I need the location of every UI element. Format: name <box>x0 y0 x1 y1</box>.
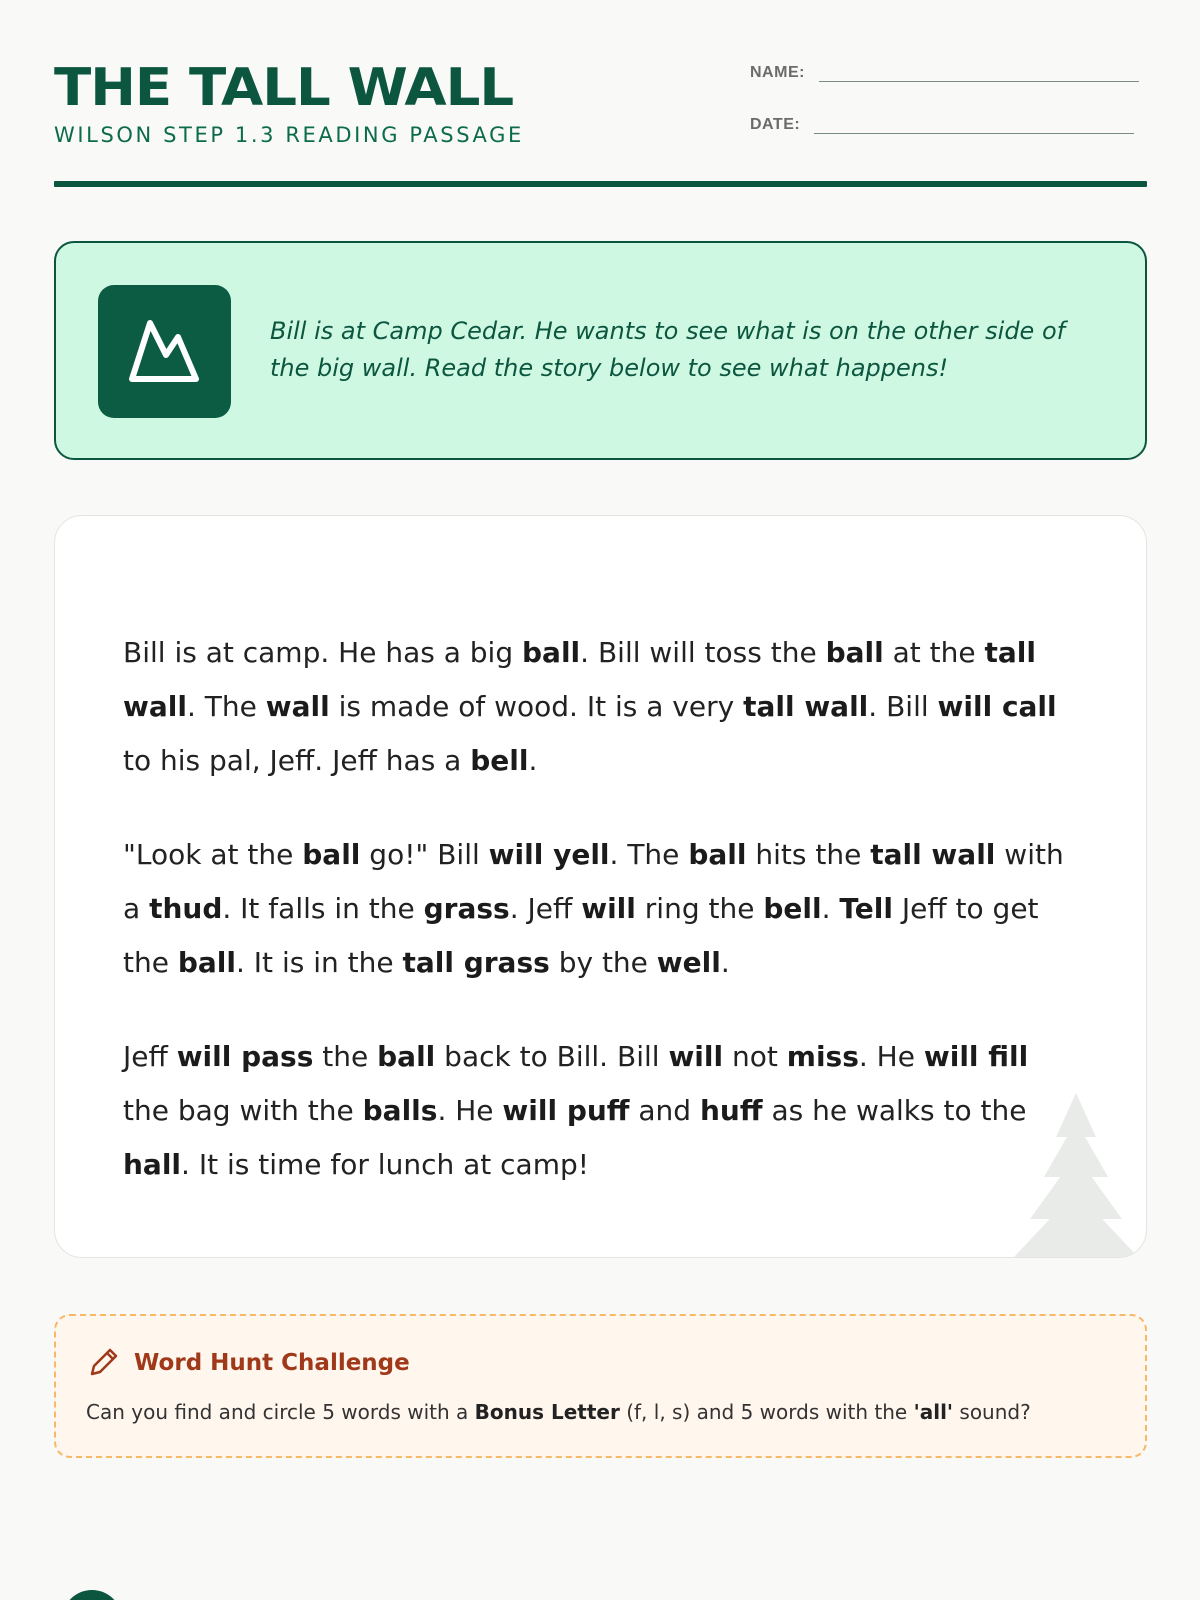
target-word: tall wall <box>123 636 1037 723</box>
passage-text: go!" Bill <box>360 838 489 871</box>
passage-text: Jeff to get the <box>123 892 1039 979</box>
passage-text: to his pal, Jeff. Jeff has a <box>123 744 471 777</box>
passage-paragraph <box>123 1030 1083 1192</box>
target-word: tall wall <box>870 838 996 871</box>
target-word: ball <box>688 838 747 871</box>
target-word: will call <box>937 690 1057 723</box>
target-word: bell <box>763 892 822 925</box>
target-word: will fill <box>923 1040 1029 1073</box>
passage-text: the bag with the <box>123 1094 363 1127</box>
passage-text: is made of wood. It is a very <box>329 690 744 723</box>
passage-text: and <box>629 1094 700 1127</box>
target-word: thud <box>149 892 223 925</box>
passage-text: . He <box>858 1040 924 1073</box>
passage-text: Can you find and circle 5 words with a <box>86 1400 475 1424</box>
passage-text: . He <box>437 1094 503 1127</box>
target-word: will <box>668 1040 724 1073</box>
page-title: THE TALL WALL <box>54 58 514 118</box>
target-word: grass <box>423 892 510 925</box>
passage-text: the <box>313 1040 378 1073</box>
passage-text: as he walks to the <box>762 1094 1027 1127</box>
pencil-icon <box>86 1346 120 1380</box>
name-field[interactable] <box>750 64 1139 82</box>
date-field[interactable] <box>750 116 1134 134</box>
target-word: ball <box>177 946 236 979</box>
target-word: bell <box>470 744 529 777</box>
passage-paragraph <box>123 828 1083 990</box>
word-hunt-box <box>54 1314 1147 1458</box>
passage-text: Jeff <box>123 1040 177 1073</box>
intro-text: Bill is at Camp Cedar. He wants to see what is on the other side of the big wall. Read the story below to see what happens! <box>270 317 1066 382</box>
target-word: will pass <box>176 1040 314 1073</box>
target-word: balls <box>362 1094 438 1127</box>
target-word: Bonus Letter <box>474 1400 620 1424</box>
passage-text: . It is time for lunch at camp! <box>181 1148 589 1181</box>
name-line[interactable] <box>819 64 1139 82</box>
target-word: ball <box>302 838 361 871</box>
target-word: will puff <box>502 1094 630 1127</box>
passage-paragraph <box>123 626 1083 788</box>
target-word: ball <box>825 636 884 669</box>
passage-text: hits the <box>746 838 871 871</box>
footer-badge <box>62 1590 122 1600</box>
passage-text: . Bill will toss the <box>580 636 826 669</box>
name-label: NAME: <box>750 64 805 81</box>
passage-text: Bill is at camp. He has a big <box>123 636 523 669</box>
target-word: will yell <box>488 838 610 871</box>
target-word: ball <box>377 1040 436 1073</box>
passage-text: "Look at the <box>123 838 303 871</box>
target-word: well <box>656 946 721 979</box>
intro-box <box>54 241 1147 460</box>
passage-text: . It falls in the <box>222 892 424 925</box>
passage-text: by the <box>549 946 657 979</box>
passage-text: sound? <box>953 1400 1031 1424</box>
passage-text: with a <box>123 838 1064 925</box>
passage-text: . Bill <box>868 690 938 723</box>
page-subtitle: WILSON STEP 1.3 READING PASSAGE <box>54 123 524 147</box>
passage-body <box>123 626 1083 1232</box>
worksheet-header <box>54 56 1147 186</box>
passage-text: ring the <box>635 892 764 925</box>
target-word: ball <box>522 636 581 669</box>
challenge-header <box>86 1346 410 1380</box>
passage-text: . It is in the <box>236 946 403 979</box>
passage-text: . <box>821 892 840 925</box>
target-word: tall grass <box>402 946 550 979</box>
passage-text: . The <box>186 690 266 723</box>
challenge-text <box>86 1400 1031 1424</box>
target-word: will <box>581 892 636 925</box>
mountain-icon <box>98 285 231 418</box>
passage-text: . The <box>609 838 689 871</box>
target-word: 'all' <box>913 1400 954 1424</box>
passage-text: (f, l, s) and 5 words with the <box>619 1400 914 1424</box>
reading-passage <box>54 515 1147 1258</box>
target-word: huff <box>699 1094 763 1127</box>
passage-text: . <box>720 946 730 979</box>
target-word: hall <box>123 1148 182 1181</box>
passage-text: . <box>528 744 538 777</box>
challenge-title: Word Hunt Challenge <box>134 1350 410 1376</box>
passage-text: not <box>723 1040 787 1073</box>
passage-text: . Jeff <box>509 892 582 925</box>
target-word: wall <box>265 690 330 723</box>
target-word: tall wall <box>743 690 869 723</box>
target-word: miss <box>786 1040 859 1073</box>
date-line[interactable] <box>814 116 1134 134</box>
target-word: Tell <box>839 892 893 925</box>
date-label: DATE: <box>750 116 801 133</box>
passage-text: at the <box>883 636 985 669</box>
passage-text: back to Bill. Bill <box>435 1040 669 1073</box>
header-divider <box>54 181 1147 187</box>
